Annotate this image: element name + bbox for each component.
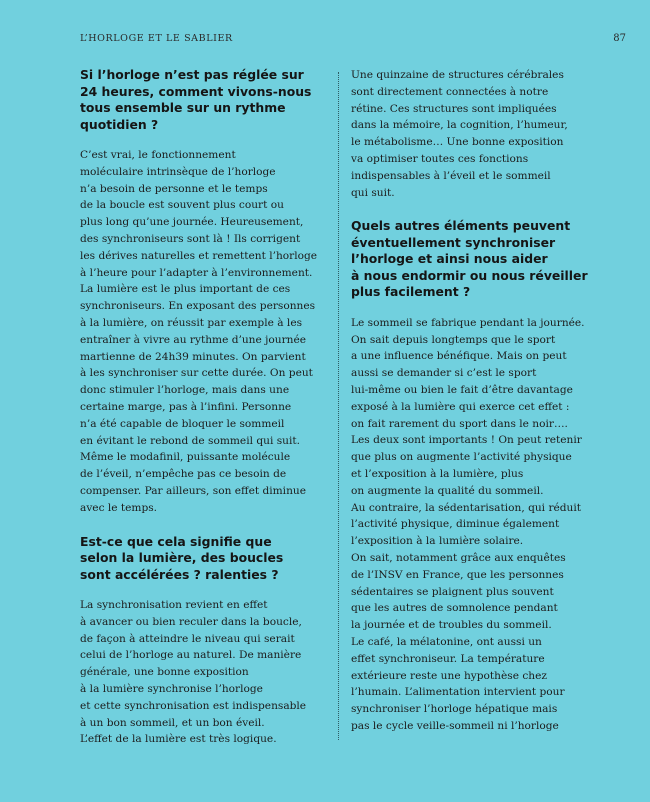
answer-paragraph-3: Le sommeil se fabrique pendant la journée. On sait depuis longtemps que le sport a une influence bénéfique. Mais on peut aussi se demander si c’est le sport lui-même ou bien le fait d’être davantage exposé à la lumière qui exerce cet effet : on fait rarement du sport dans le noir…. Les deux sont importants ! On peut retenir que plus on augmente l’activité physique et l’exposition à la lumière, plus on augmente la qualité du sommeil. Au contraire, la sédentarisation, qui réduit l’activité physique, diminue également l’exposition à la lumière solaire. On sait, notamment grâce aux enquêtes de l’INSV en France, que les personnes sédentaires se plaignent plus souvent que les autres de somnolence pendant la journée et de troubles du sommeil. Le café, la mélatonine, ont aussi un effet synchroniseur. La température extérieure reste une hypothèse chez l’humain. L’alimentation intervient pour synchroniser l’horloge hépatique mais pas le cycle veille-sommeil ni l’horloge <box>351 316 585 732</box>
running-head: L’HORLOGE ET LE SABLIER <box>80 33 233 44</box>
answer-paragraph-1: C’est vrai, le fonctionnement moléculaire intrinsèque de l’horloge n’a besoin de personne et le temps de la boucle est souvent plus court ou plus long qu’une journée. Heureusement, des synchroniseurs sont là ! Ils corrigent les dérives naturelles et remettent l’horloge à l’heure pour l’adapter à l’environnement. La lumière est le plus important de ces synchroniseurs. En exposant des personnes à la lumière, on réussit par exemple à les entraîner à vivre au rythme d’une journée martienne de 24h39 minutes. On parvient à les synchroniser sur cette durée. On peut donc stimuler l’horloge, mais dans une certaine marge, pas à l’infini. Personne n’a été capable de bloquer le sommeil en évitant le rebond de sommeil qui suit. Même le modafinil, puissante molécule de l’éveil, n’empêche pas ce besoin de compenser. Par ailleurs, son effet diminue avec le temps. <box>80 149 318 514</box>
question-heading-1: Si l’horloge n’est pas réglée sur 24 heures, comment vivons-nous tous ensemble sur un rythme quotidien ? <box>80 67 312 132</box>
question-heading-3: Quels autres éléments peuvent éventuellement synchroniser l’horloge et ainsi nous aider à nous endormir ou nous réveiller plus facilement ? <box>351 218 588 300</box>
question-heading-2: Est-ce que cela signifie que selon la lumière, des boucles sont accélérées ? ralenties ? <box>80 533 284 582</box>
right-column <box>351 67 599 735</box>
continued-paragraph: Une quinzaine de structures cérébrales sont directement connectées à notre rétine. Ces structures sont impliquées dans la mémoire, la cognition, l’humeur, le métabolisme… Une bonne exposition va optimiser toutes ces fonctions indispensables à l’éveil et le sommeil qui suit. <box>351 69 568 199</box>
left-column <box>80 67 326 748</box>
answer-paragraph-2: La synchronisation revient en effet à avancer ou bien reculer dans la boucle, de façon à atteindre le niveau qui serait celui de l’horloge au naturel. De manière générale, une bonne exposition à la lumière synchronise l’horloge et cette synchronisation est indispensable à un bon sommeil, et un bon éveil. L’effet de la lumière est très logique. <box>80 599 307 746</box>
column-divider <box>338 72 339 740</box>
page-number: 87 <box>613 33 626 44</box>
